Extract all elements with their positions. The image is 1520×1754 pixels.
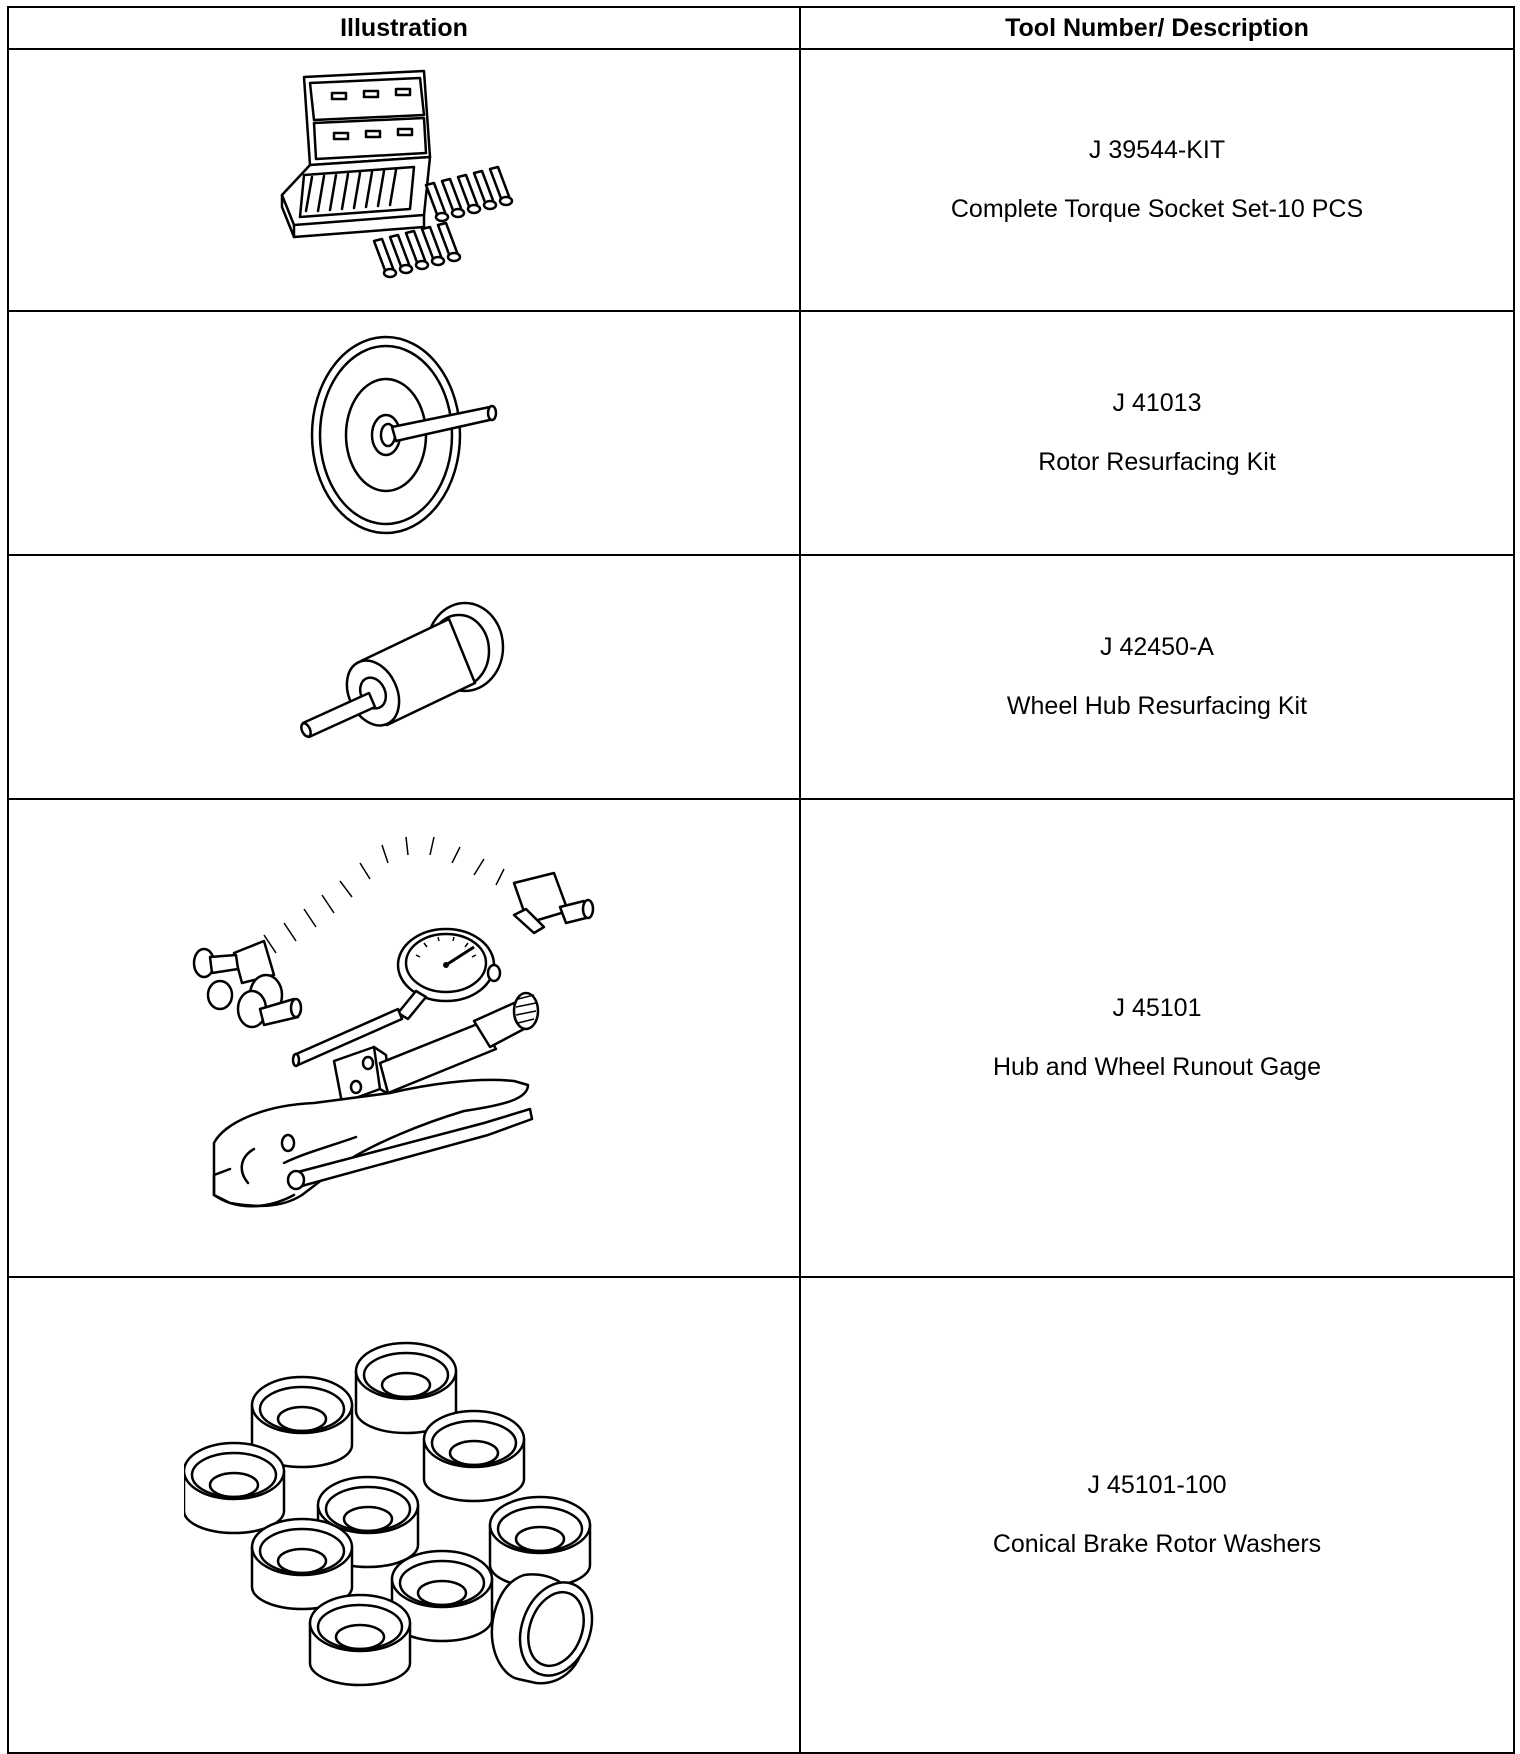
tool-number: J 39544-KIT [1088,136,1226,164]
tool-description: Rotor Resurfacing Kit [1038,448,1276,476]
runout-gage-icon [184,823,624,1253]
table-header-row [8,7,1514,49]
illustration-cell [8,799,800,1277]
tool-description-cell [800,555,1514,799]
illustration-cell [8,311,800,555]
rotor-disc-icon [304,323,504,543]
conical-washers-icon [184,1325,624,1705]
illustration-cell [8,1277,800,1753]
illustration-cell [8,555,800,799]
tool-number: J 42450-A [1100,633,1214,661]
special-tools-table [7,6,1515,1754]
tool-description-cell [800,1277,1514,1753]
tool-description: Conical Brake Rotor Washers [992,1530,1322,1558]
table-row [8,799,1514,1277]
tool-number: J 45101-100 [1087,1471,1227,1499]
tool-description-cell [800,799,1514,1277]
illustration-cell [8,49,800,311]
table-row [8,555,1514,799]
header-illustration: Illustration [8,7,800,49]
tool-description-cell [800,311,1514,555]
tool-description-cell [800,49,1514,311]
tool-description: Complete Torque Socket Set-10 PCS [950,195,1364,223]
header-tool-number-description: Tool Number/ Description [800,7,1514,49]
table-row [8,1277,1514,1753]
hub-resurfacing-tool-icon [289,597,519,757]
table-row [8,49,1514,311]
tool-description: Wheel Hub Resurfacing Kit [1006,692,1308,720]
socket-set-case-icon [274,65,534,295]
tool-number: J 41013 [1112,389,1202,417]
table-row [8,311,1514,555]
tool-number: J 45101 [1112,994,1202,1022]
tool-description: Hub and Wheel Runout Gage [993,1053,1321,1081]
